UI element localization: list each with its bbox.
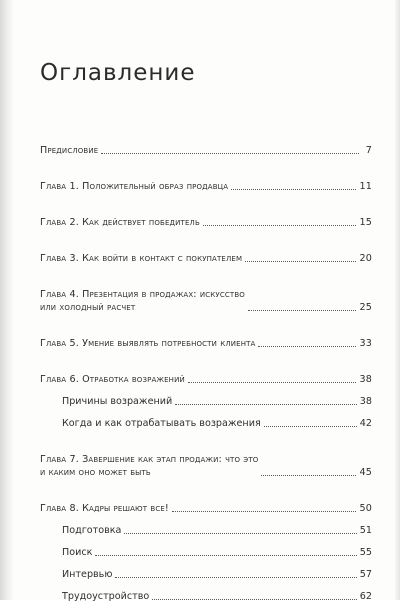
dot-leader bbox=[245, 261, 356, 262]
toc-entry-label: Глава 1. Положительный образ продавца bbox=[40, 181, 229, 192]
toc-entry-page: 45 bbox=[359, 467, 372, 478]
dot-leader bbox=[115, 577, 356, 578]
toc-subentry-page: 62 bbox=[359, 591, 372, 602]
toc-entry-page: 11 bbox=[359, 181, 372, 192]
table-of-contents bbox=[40, 144, 372, 612]
dot-leader bbox=[101, 153, 359, 154]
dot-leader bbox=[172, 511, 357, 512]
toc-entry-page: 38 bbox=[359, 374, 372, 385]
toc-entry-chapter-6 bbox=[40, 373, 372, 386]
toc-entry-chapter-4 bbox=[40, 288, 372, 314]
toc-subentry bbox=[40, 524, 372, 537]
toc-entry-label: Глава 8. Кадры решают все! bbox=[40, 503, 169, 514]
toc-entry-page: 15 bbox=[359, 217, 372, 228]
dot-leader bbox=[248, 310, 357, 311]
page-edge-shadow bbox=[394, 0, 400, 600]
dot-leader bbox=[203, 225, 357, 226]
toc-entry-preface bbox=[40, 144, 372, 157]
toc-subentry bbox=[40, 395, 372, 408]
toc-entry-chapter-3 bbox=[40, 252, 372, 265]
toc-entry-label-line-1: Глава 4. Презентация в продажах: искусство bbox=[40, 289, 245, 300]
dot-leader bbox=[124, 533, 356, 534]
toc-subentry bbox=[40, 568, 372, 581]
toc-entry-label: Глава 3. Как войти в контакт с покупателем bbox=[40, 253, 243, 264]
toc-entry-label-line-1: Глава 7. Завершение как этап продажи: что это bbox=[40, 454, 259, 465]
toc-subentry-page: 38 bbox=[359, 396, 372, 407]
toc-subentry-label: Подготовка bbox=[62, 525, 122, 536]
toc-entry-page: 20 bbox=[359, 253, 372, 264]
toc-subentry-label: Когда и как отрабатывать возражения bbox=[62, 418, 261, 429]
toc-subentry-label: Интервью bbox=[62, 569, 113, 580]
dot-leader bbox=[175, 404, 357, 405]
dot-leader bbox=[258, 346, 356, 347]
toc-subentry-label: Поиск bbox=[62, 547, 93, 558]
toc-entry-chapter-7 bbox=[40, 453, 372, 479]
toc-entry-page: 25 bbox=[359, 302, 372, 313]
toc-subentry-label: Причины возражений bbox=[62, 396, 173, 407]
toc-subentry bbox=[40, 546, 372, 559]
toc-subentry-page: 42 bbox=[359, 418, 372, 429]
dot-leader bbox=[95, 555, 356, 556]
toc-entry-chapter-5 bbox=[40, 337, 372, 350]
dot-leader bbox=[188, 382, 357, 383]
page-gutter-shadow bbox=[0, 0, 14, 600]
toc-subentry-page: 55 bbox=[359, 547, 372, 558]
toc-entry-page: 50 bbox=[359, 503, 372, 514]
page-title: Оглавление bbox=[40, 60, 196, 86]
toc-entry-page: 7 bbox=[365, 145, 372, 156]
toc-entry-chapter-1 bbox=[40, 180, 372, 193]
toc-entry-label: Глава 5. Умение выявлять потребности клиента bbox=[40, 338, 256, 349]
dot-leader bbox=[261, 475, 356, 476]
toc-subentry-label: Трудоустройство bbox=[62, 591, 150, 602]
toc-entry-page: 33 bbox=[359, 338, 372, 349]
toc-entry-chapter-2 bbox=[40, 216, 372, 229]
toc-subentry-page: 57 bbox=[359, 569, 372, 580]
toc-entry-chapter-8 bbox=[40, 502, 372, 515]
dot-leader bbox=[231, 189, 356, 190]
toc-entry-label: Глава 6. Отработка возражений bbox=[40, 374, 185, 385]
toc-subentry bbox=[40, 417, 372, 430]
toc-entry-label-line-2: и каким оно может быть bbox=[40, 467, 151, 478]
toc-subentry bbox=[40, 590, 372, 603]
toc-entry-label: Глава 2. Как действует победитель bbox=[40, 217, 200, 228]
dot-leader bbox=[264, 426, 357, 427]
toc-entry-label bbox=[40, 453, 258, 479]
toc-entry-label-line-2: или холодный расчет bbox=[40, 302, 136, 313]
toc-entry-label: Предисловие bbox=[40, 145, 99, 156]
toc-entry-label bbox=[40, 288, 245, 314]
toc-subentry-page: 51 bbox=[359, 525, 372, 536]
